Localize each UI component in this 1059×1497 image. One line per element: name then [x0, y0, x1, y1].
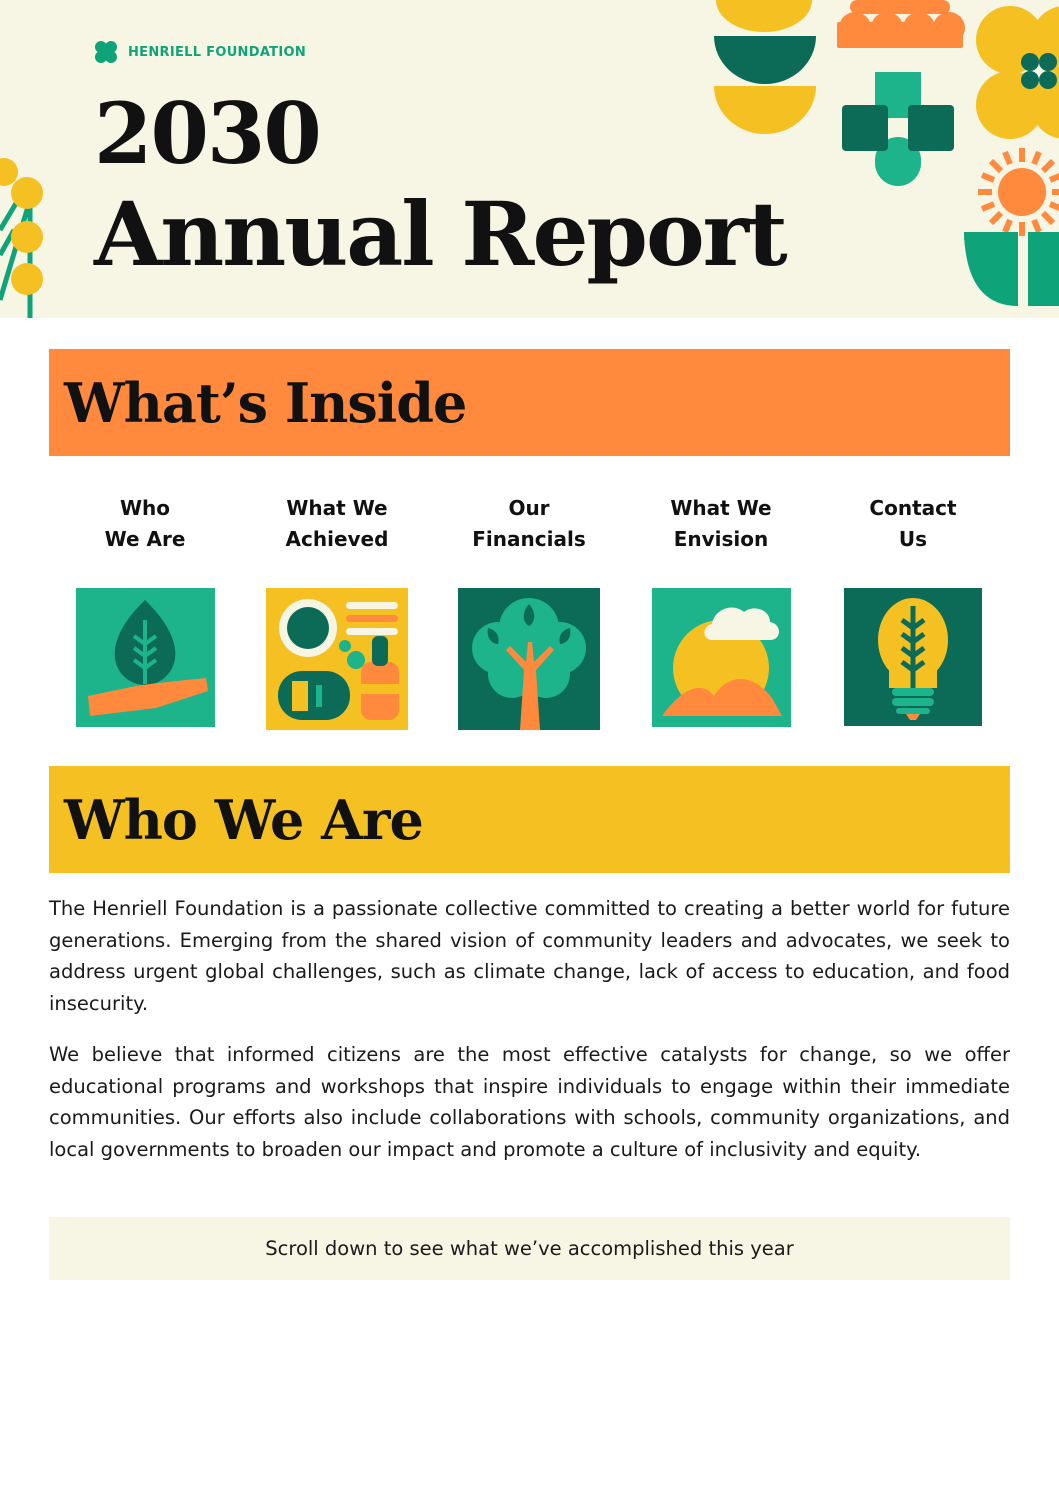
scroll-callout [49, 1217, 1010, 1280]
achievements-collage-icon [266, 588, 408, 730]
toc-label: What We Envision [670, 496, 772, 551]
brand-name: HENRIELL FOUNDATION [128, 44, 307, 60]
who-we-are-banner [49, 766, 1010, 873]
clover-logo-icon [94, 40, 118, 64]
lightbulb-plant-icon [844, 588, 982, 726]
scroll-callout-text: Scroll down to see what we’ve accomplished this year [265, 1237, 794, 1260]
toc-item-who-we-are[interactable] [49, 493, 241, 555]
toc-item-what-we-envision[interactable] [625, 493, 817, 555]
mission-paragraph: We believe that informed citizens are the most effective catalysts for change, so we offer educational programs and workshops that inspire individuals to engage within their immediate communities. Our efforts also include collaborations with schools, community organizations, and local governments to broaden our impact and promote a culture of inclusivity and equity. [49, 1043, 1010, 1161]
brand [94, 40, 306, 64]
toc-item-what-we-achieved[interactable] [241, 493, 433, 555]
whats-inside-banner [49, 349, 1010, 456]
sun-cloud-icon [652, 588, 791, 727]
leaf-in-hand-icon [76, 588, 215, 727]
toc-label: Who We Are [104, 496, 186, 551]
page-title: Annual Report [94, 182, 786, 286]
tree-icon [458, 588, 600, 730]
toc-item-our-financials[interactable] [433, 493, 625, 555]
toc-item-contact-us[interactable] [817, 493, 1009, 555]
flower-stem-decoration [0, 0, 60, 318]
toc-label: What We Achieved [285, 496, 389, 551]
toc-label: Contact Us [869, 496, 957, 551]
intro-paragraph: The Henriell Foundation is a passionate collective committed to creating a better world for future generations. Emerging from the shared vision of community leaders and advocates, we seek to address urgent global challenges, such as climate change, lack of access to education, and food insecurity. [49, 897, 1010, 1015]
whats-inside-heading: What’s Inside [64, 370, 467, 435]
header-banner [0, 0, 1059, 318]
who-we-are-heading: Who We Are [64, 787, 423, 852]
title-year: 2030 [94, 84, 320, 183]
toc-label: Our Financials [472, 496, 586, 551]
